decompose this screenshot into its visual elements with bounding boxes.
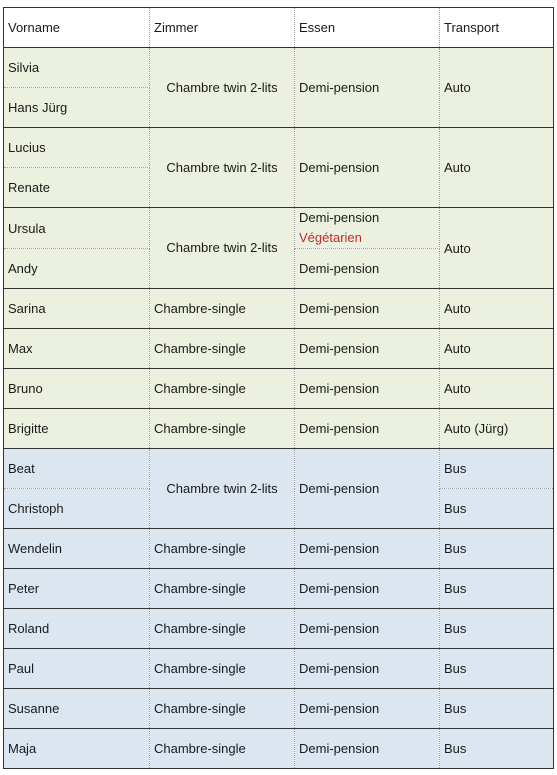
room-cell: Chambre twin 2-lits	[150, 449, 295, 529]
name-cell: Beat	[4, 449, 150, 489]
transport-cell: Bus	[440, 489, 554, 529]
name-cell: Ursula	[4, 208, 150, 249]
room-cell: Chambre-single	[150, 569, 295, 609]
name-cell: Max	[4, 329, 150, 369]
transport-cell: Bus	[440, 649, 554, 689]
meal-cell: Demi-pension	[295, 48, 440, 128]
meal-cell: Demi-pension	[295, 569, 440, 609]
transport-cell: Auto	[440, 48, 554, 128]
table-row	[4, 409, 554, 449]
transport-cell: Auto	[440, 289, 554, 329]
transport-cell: Auto	[440, 369, 554, 409]
room-cell: Chambre twin 2-lits	[150, 208, 295, 289]
name-cell: Roland	[4, 609, 150, 649]
header-transport: Transport	[440, 8, 554, 48]
table-row	[4, 208, 554, 249]
name-cell: Bruno	[4, 369, 150, 409]
transport-cell: Auto	[440, 329, 554, 369]
meal-cell: Demi-pension	[295, 369, 440, 409]
room-cell: Chambre-single	[150, 369, 295, 409]
meal-cell: Demi-pension	[295, 409, 440, 449]
name-cell: Andy	[4, 249, 150, 289]
table-row	[4, 649, 554, 689]
transport-cell: Bus	[440, 689, 554, 729]
name-cell: Lucius	[4, 128, 150, 168]
transport-cell: Auto	[440, 208, 554, 289]
header-essen: Essen	[295, 8, 440, 48]
table-row	[4, 569, 554, 609]
transport-cell: Auto (Jürg)	[440, 409, 554, 449]
meal-cell: Demi-pension	[295, 249, 440, 289]
header-row	[4, 8, 554, 48]
name-cell: Wendelin	[4, 529, 150, 569]
transport-cell: Bus	[440, 609, 554, 649]
name-cell: Hans Jürg	[4, 88, 150, 128]
name-cell: Maja	[4, 729, 150, 769]
room-cell: Chambre twin 2-lits	[150, 128, 295, 208]
room-cell: Chambre-single	[150, 289, 295, 329]
table-row	[4, 48, 554, 88]
room-cell: Chambre-single	[150, 729, 295, 769]
room-cell: Chambre-single	[150, 529, 295, 569]
name-cell: Silvia	[4, 48, 150, 88]
header-zimmer: Zimmer	[150, 8, 295, 48]
room-cell: Chambre-single	[150, 329, 295, 369]
room-allocation-table	[3, 7, 554, 769]
table-row	[4, 729, 554, 769]
header-vorname: Vorname	[4, 8, 150, 48]
meal-cell: Demi-pension	[295, 729, 440, 769]
meal-cell: Demi-pension	[295, 689, 440, 729]
transport-cell: Bus	[440, 569, 554, 609]
meal-cell: Demi-pension	[295, 529, 440, 569]
meal-cell: Demi-pension	[295, 449, 440, 529]
meal-text: Demi-pension	[299, 210, 380, 225]
table-row	[4, 289, 554, 329]
table-row	[4, 329, 554, 369]
room-cell: Chambre-single	[150, 409, 295, 449]
table-row	[4, 128, 554, 168]
name-cell: Susanne	[4, 689, 150, 729]
vegetarian-note: Végétarien	[299, 230, 362, 245]
table-row	[4, 689, 554, 729]
room-cell: Chambre-single	[150, 609, 295, 649]
transport-cell: Bus	[440, 529, 554, 569]
meal-cell: Demi-pension	[295, 289, 440, 329]
room-cell: Chambre-single	[150, 649, 295, 689]
table-row	[4, 609, 554, 649]
table-row	[4, 529, 554, 569]
table-row	[4, 449, 554, 489]
room-cell: Chambre twin 2-lits	[150, 48, 295, 128]
meal-cell: Demi-pension	[295, 649, 440, 689]
meal-cell: Demi-pension	[295, 329, 440, 369]
name-cell: Paul	[4, 649, 150, 689]
name-cell: Christoph	[4, 489, 150, 529]
name-cell: Sarina	[4, 289, 150, 329]
transport-cell: Bus	[440, 729, 554, 769]
meal-cell: Demi-pension	[295, 128, 440, 208]
name-cell: Renate	[4, 168, 150, 208]
transport-cell: Auto	[440, 128, 554, 208]
transport-cell: Bus	[440, 449, 554, 489]
meal-cell	[295, 208, 440, 249]
meal-cell: Demi-pension	[295, 609, 440, 649]
name-cell: Peter	[4, 569, 150, 609]
table-row	[4, 369, 554, 409]
room-cell: Chambre-single	[150, 689, 295, 729]
name-cell: Brigitte	[4, 409, 150, 449]
